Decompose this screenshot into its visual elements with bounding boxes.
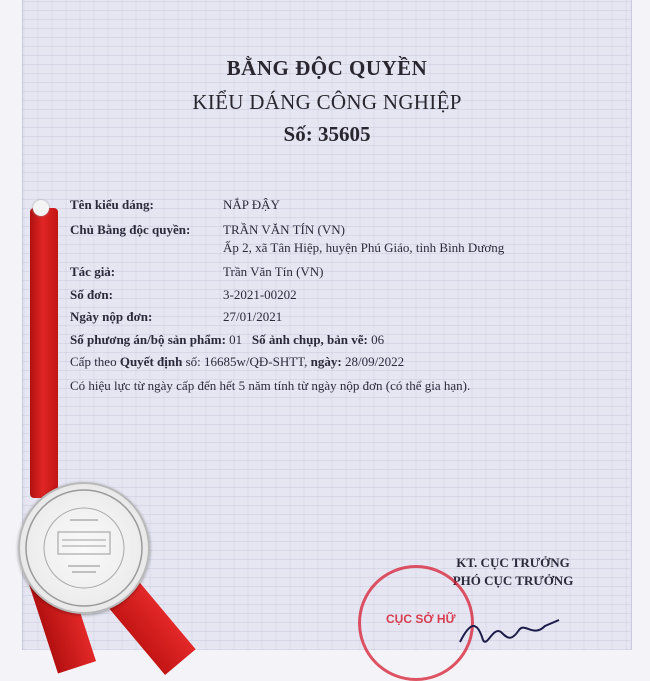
certificate-subtitle: KIỂU DÁNG CÔNG NGHIỆP	[192, 90, 462, 114]
variants-label: Số phương án/bộ sản phẩm:	[70, 332, 226, 347]
validity-text: Có hiệu lực từ ngày cấp đến hết 5 năm tính từ ngày nộp đơn (có thể gia hạn).	[70, 378, 471, 393]
embossed-seal	[18, 482, 150, 614]
variants-row	[70, 332, 384, 348]
photos-value: 06	[371, 332, 385, 347]
stamp-text: CỤC SỞ HỮ	[386, 612, 456, 626]
author-value: Trần Văn Tín (VN)	[223, 264, 324, 279]
owner-label: Chủ Bằng độc quyền:	[70, 222, 191, 237]
photos-label: Số ảnh chụp, bản vẽ:	[251, 332, 368, 347]
decision-row	[70, 354, 404, 370]
variants-value: 01	[229, 332, 243, 347]
filing-date-value: 27/01/2021	[223, 309, 283, 324]
signature-title-2: PHÓ CỤC TRƯỞNG	[452, 573, 574, 588]
signature-scribble-icon	[455, 612, 565, 650]
design-name-label: Tên kiểu dáng:	[70, 197, 154, 212]
decision-prefix: Cấp theo	[70, 354, 117, 369]
application-number-value: 3-2021-00202	[223, 287, 297, 302]
application-number-label: Số đơn:	[70, 287, 113, 302]
ribbon-knot	[33, 200, 49, 216]
decision-number: số: 16685w/QĐ-SHTT,	[185, 354, 308, 369]
decision-date: 28/09/2022	[344, 354, 405, 369]
decision-date-label: ngày:	[310, 354, 342, 369]
decision-label: Quyết định	[119, 354, 183, 369]
owner-address: Ấp 2, xã Tân Hiệp, huyện Phú Giáo, tỉnh Bình Dương	[223, 240, 505, 255]
certificate-number: Số: 35605	[283, 122, 371, 146]
certificate-title: BẰNG ĐỘC QUYỀN	[226, 56, 428, 80]
author-label: Tác giả:	[70, 264, 116, 279]
seal-emblem-icon	[20, 484, 148, 612]
signature-title-1: KT. CỤC TRƯỞNG	[456, 555, 570, 570]
owner-value: TRẦN VĂN TÍN (VN)	[223, 222, 345, 237]
filing-date-label: Ngày nộp đơn:	[70, 309, 153, 324]
design-name-value: NẮP ĐẬY	[223, 197, 280, 212]
ribbon	[30, 208, 58, 498]
